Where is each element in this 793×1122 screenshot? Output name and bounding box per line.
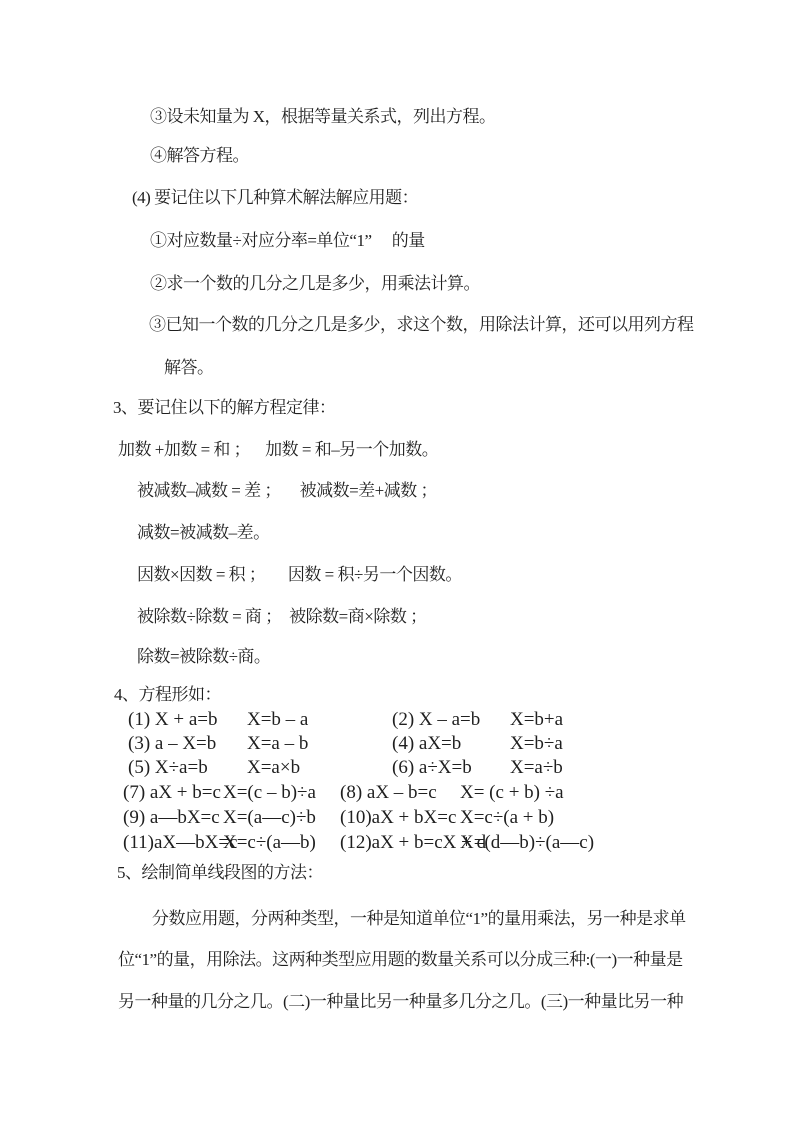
equation-form-cell: (2) X – a=b	[392, 709, 481, 730]
equation-form-cell: (12)aX + b=cX + d	[340, 832, 487, 853]
arithmetic-item-2: ②求一个数的几分之几是多少，用乘法计算。	[150, 274, 480, 293]
equation-form-cell: (11)aX—bX=c	[123, 832, 238, 853]
equation-form-cell: X=b – a	[247, 709, 309, 730]
equation-form-cell: (7) aX + b=c	[123, 782, 221, 803]
paragraph-line-1: 分数应用题，分两种类型，一种是知道单位“1”的量用乘法，另一种是求单	[152, 909, 686, 928]
paragraph-line-2: 位“1”的量，用除法。这两种类型应用题的数量关系可以分成三种:(一)一种量是	[118, 950, 683, 969]
equation-form-cell: (9) a—bX=c	[123, 807, 220, 828]
equation-form-row-3-4	[128, 734, 563, 753]
equation-form-cell: X=b+a	[510, 709, 564, 730]
equation-form-row-9-10	[123, 808, 554, 827]
equation-form-row-1-2	[128, 710, 563, 729]
equation-form-cell: (3) a – X=b	[128, 733, 217, 754]
law-line-division-2: 除数=被除数÷商。	[137, 647, 271, 666]
equation-form-cell: X=c÷(a—b)	[223, 832, 316, 853]
law-line-addition: 加数 +加数 = 和 ； 加数 = 和–另一个加数。	[118, 440, 439, 459]
equation-form-cell: (10)aX + bX=c	[340, 807, 457, 828]
equation-form-cell: X=a÷b	[510, 757, 563, 778]
law-line-subtraction-1: 被减数–减数 = 差 ； 被减数=差+减数 ；	[137, 481, 438, 500]
forms-section-heading: 4、方程形如：	[114, 685, 221, 704]
step-line-4: ④解答方程。	[150, 146, 249, 165]
law-line-multiplication: 因数×因数 = 积 ； 因数 = 积÷另一个因数。	[137, 565, 462, 584]
equation-form-cell: X= (c + b) ÷a	[460, 782, 564, 803]
arithmetic-item-3-continuation: 解答。	[164, 358, 214, 377]
paragraph-line-3: 另一种量的几分之几。(二)一种量比另一种量多几分之几。(三)一种量比另一种	[118, 992, 684, 1011]
equation-form-cell: X=(c – b)÷a	[223, 782, 316, 803]
equation-form-cell: (6) a÷X=b	[392, 757, 472, 778]
equation-form-cell: (5) X÷a=b	[128, 757, 208, 778]
step-line-3: ③设未知量为 X，根据等量关系式，列出方程。	[150, 107, 496, 126]
arithmetic-section-heading: (4) 要记住以下几种算术解法解应用题：	[132, 188, 419, 207]
diagram-section-heading: 5、绘制简单线段图的方法：	[117, 863, 323, 882]
arithmetic-item-1: ①对应数量÷对应分率=单位“1” 的量	[150, 231, 425, 250]
equation-form-cell: X=b÷a	[510, 733, 563, 754]
equation-form-cell: X=a×b	[247, 757, 301, 778]
equation-form-row-7-8	[123, 783, 564, 802]
equation-form-cell: (4) aX=b	[392, 733, 462, 754]
equation-form-cell: X=(d—b)÷(a—c)	[460, 832, 595, 853]
equation-form-cell: X=c÷(a + b)	[460, 807, 555, 828]
equation-form-cell: X=a – b	[247, 733, 309, 754]
equation-form-cell: X=(a—c)÷b	[223, 807, 316, 828]
equation-form-row-11-12	[123, 833, 594, 852]
arithmetic-item-3: ③已知一个数的几分之几是多少，求这个数，用除法计算，还可以用列方程	[149, 315, 694, 334]
equation-form-cell: (8) aX – b=c	[340, 782, 437, 803]
law-line-division-1: 被除数÷除数 = 商 ； 被除数=商×除数 ；	[137, 607, 427, 626]
equation-form-cell: (1) X + a=b	[128, 709, 218, 730]
law-line-subtraction-2: 减数=被减数–差。	[137, 523, 270, 542]
laws-section-heading: 3、要记住以下的解方程定律：	[113, 398, 336, 417]
equation-form-row-5-6	[128, 758, 563, 777]
